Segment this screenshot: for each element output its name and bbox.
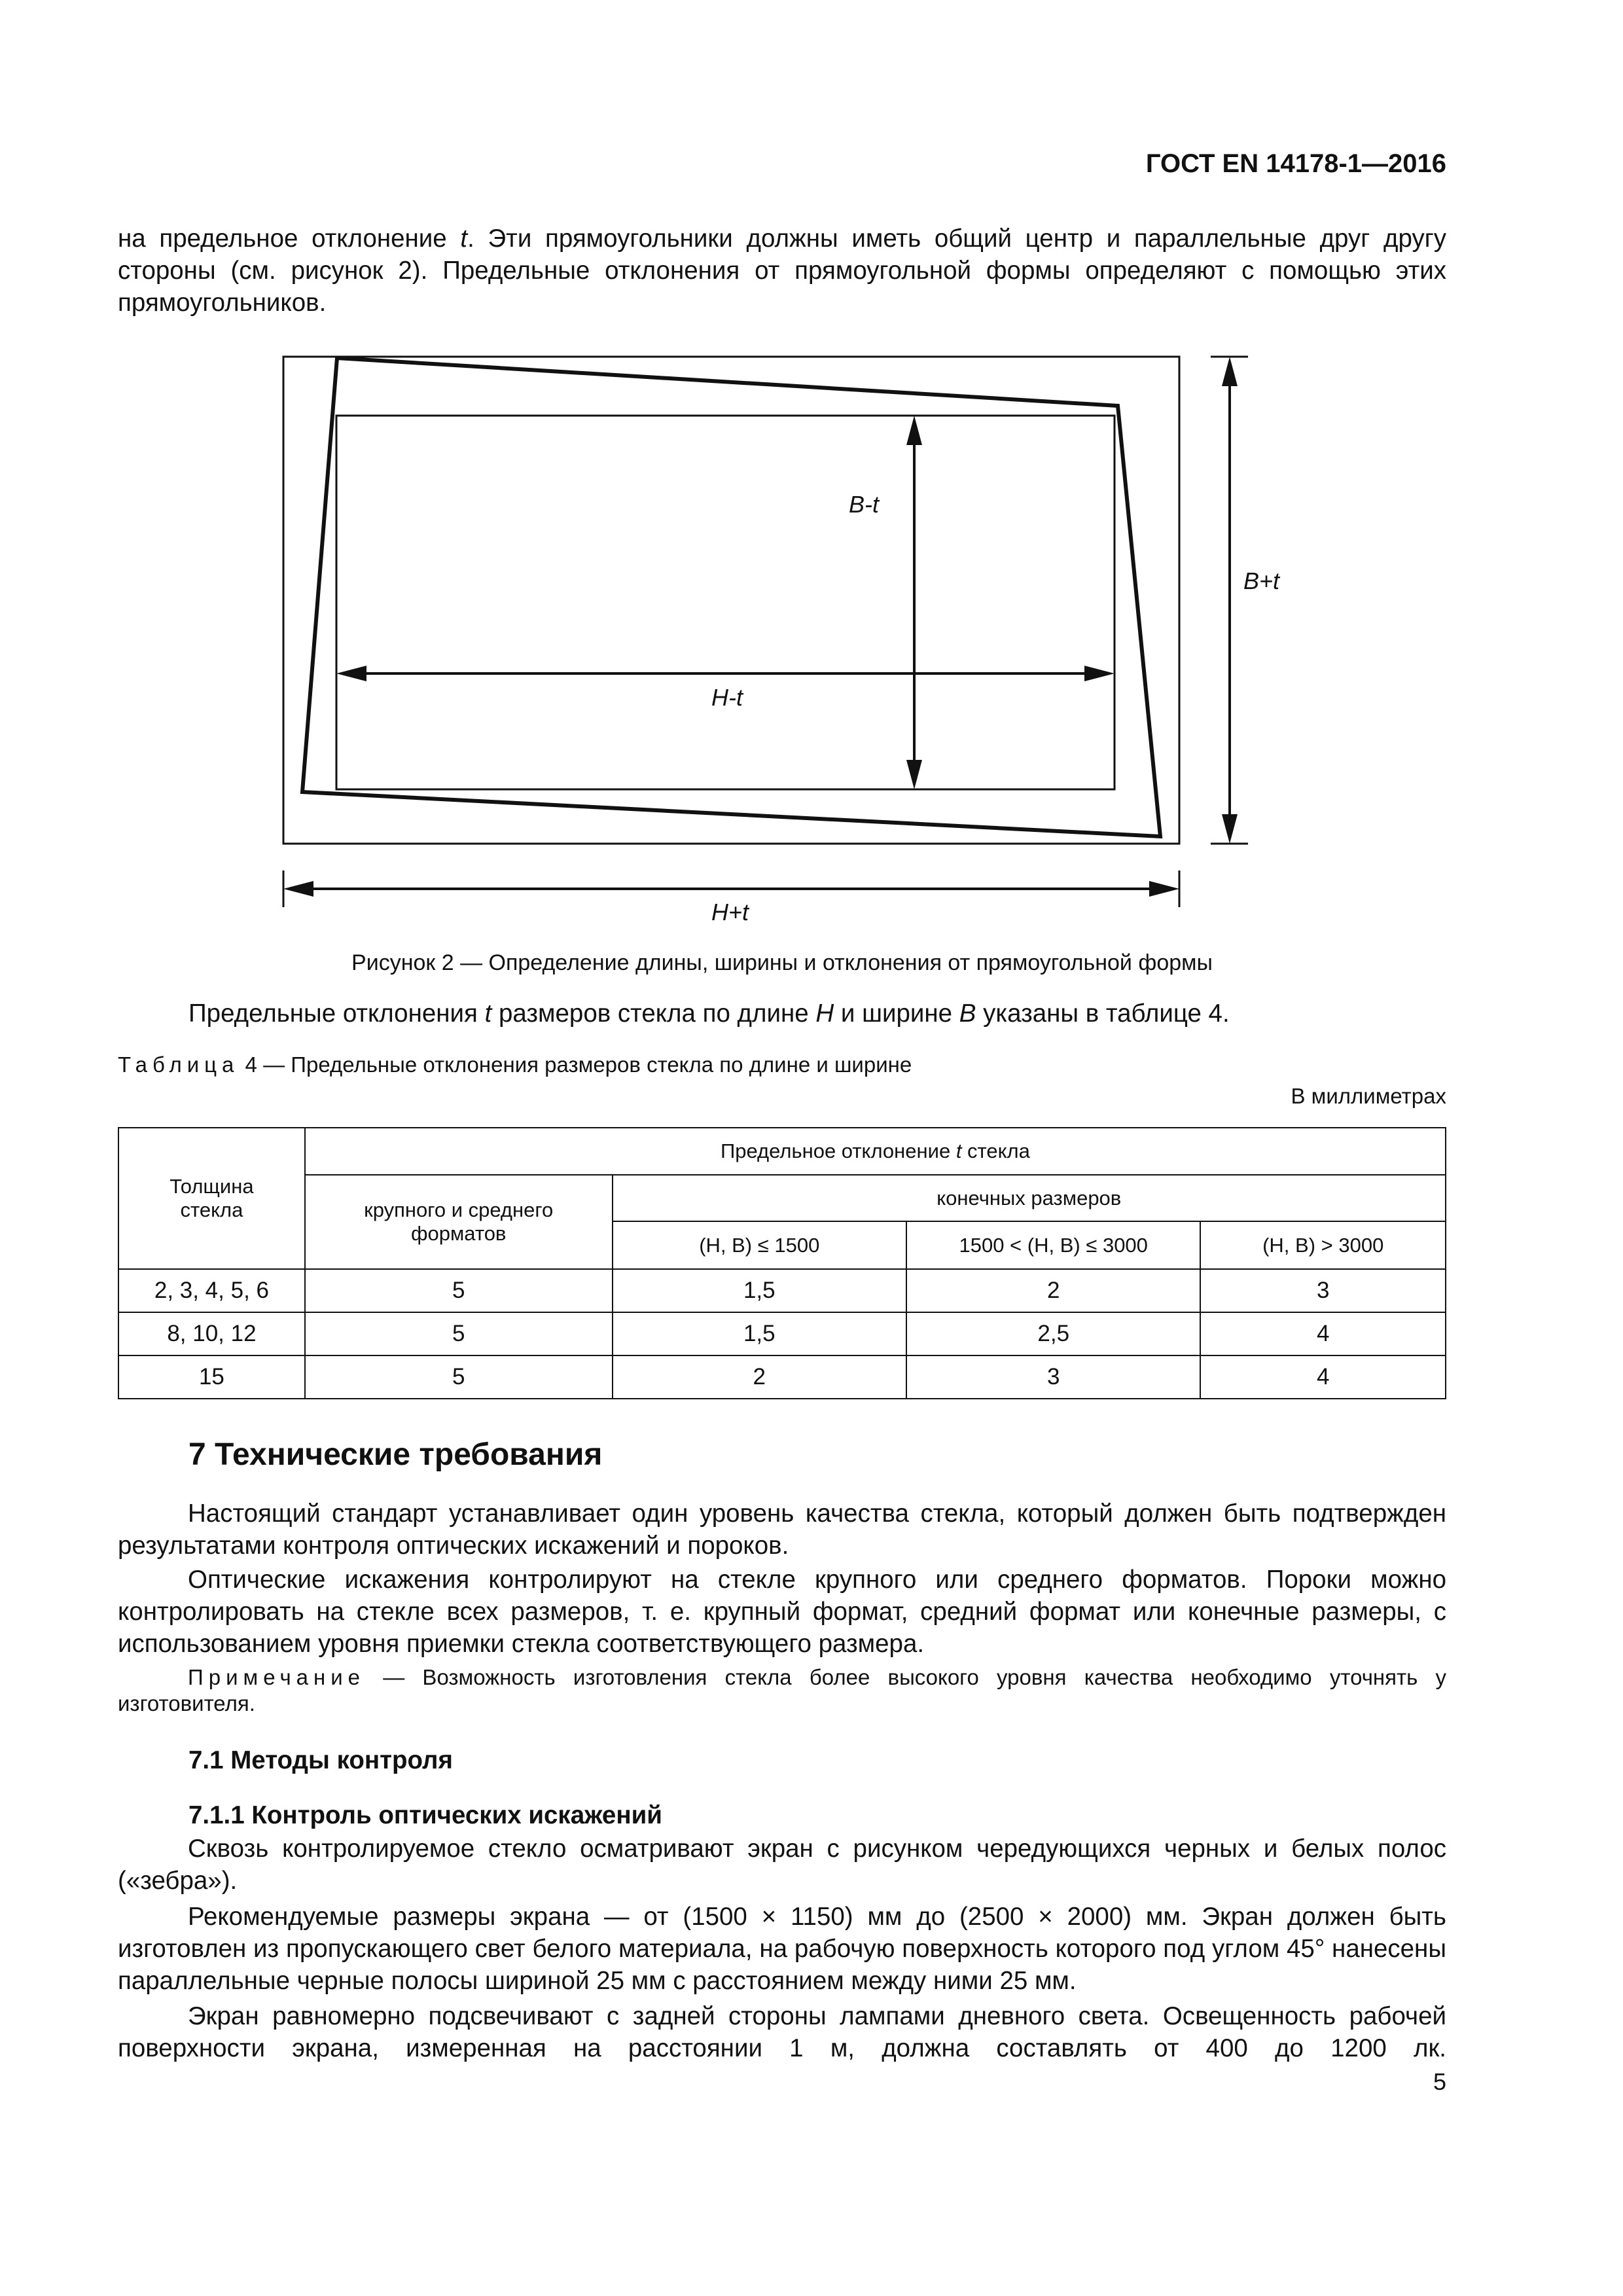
figure-2-diagram xyxy=(0,0,1623,942)
section-7-paragraph-1: Настоящий стандарт устанавливает один уровень качества стекла, который должен быть подтвержден результатами контроля оптических искажений и пороков. xyxy=(118,1499,1446,1560)
b-minus-t-arrow-bottom xyxy=(906,760,922,789)
intro-paragraph: на предельное отклонение t. Эти прямоугольники должны иметь общий центр и параллельные друг другу стороны (см. рисунок 2). Предельные отклонения от прямоугольной формы определяют с помощью этих прямоугольников. xyxy=(118,224,1447,317)
table-row: 2, 3, 4, 5, 6 5 1,5 2 3 xyxy=(118,1269,1446,1312)
b-plus-t-arrow-top xyxy=(1222,357,1238,386)
header-limit-deviation: Предельное отклонение t стекла xyxy=(305,1128,1446,1175)
header-final-sizes: конечных размеров xyxy=(613,1175,1446,1221)
header-size-1500-3000: 1500 < (H, B) ≤ 3000 xyxy=(906,1221,1200,1269)
table-row: 8, 10, 12 5 1,5 2,5 4 xyxy=(118,1312,1446,1355)
header-size-gt-3000: (H, B) > 3000 xyxy=(1200,1221,1446,1269)
h-plus-t-arrow-left xyxy=(283,881,313,897)
header-large-medium-formats: крупного и среднего форматов xyxy=(305,1175,613,1269)
section-7-1-1-paragraph-2: Рекомендуемые размеры экрана — от (1500 × 1150) мм до (2500 × 2000) мм. Экран должен быть изготовлен из пропускающего свет белого материала, на рабочую поверхность которого под углом 45° нанесены параллельные черные полосы шириной 25 мм с расстоянием между ними 25 мм. xyxy=(118,1903,1446,1995)
section-7-1-1-heading: 7.1.1 Контроль оптических искажений xyxy=(188,1801,662,1829)
table-row: 15 5 2 3 4 xyxy=(118,1355,1446,1399)
h-plus-t-arrow-right xyxy=(1149,881,1179,897)
section-7-1-heading: 7.1 Методы контроля xyxy=(188,1746,453,1774)
label-h-plus-t: H+t xyxy=(711,899,749,925)
section-7-1-1-paragraph-1: Сквозь контролируемое стекло осматривают экран с рисунком чередующихся черных и белых полос («зебра»). xyxy=(118,1835,1446,1895)
outer-rectangle xyxy=(283,357,1179,844)
inner-rectangle xyxy=(336,416,1115,789)
glass-pane-outline xyxy=(302,358,1160,836)
label-b-minus-t: B-t xyxy=(849,491,880,518)
section-7-note: Примечание — Возможность изготовления стекла более высокого уровня качества необходимо уточнять у изготовителя. xyxy=(118,1665,1446,1715)
h-minus-t-arrow-left xyxy=(336,666,366,681)
section-7-heading: 7 Технические требования xyxy=(188,1437,603,1472)
table-4 xyxy=(118,1127,1446,1399)
h-minus-t-arrow-right xyxy=(1084,666,1115,681)
document-code: ГОСТ EN 14178-1—2016 xyxy=(1145,149,1446,178)
header-size-le-1500: (H, B) ≤ 1500 xyxy=(613,1221,906,1269)
section-7-1-1-paragraph-3: Экран равномерно подсвечивают с задней стороны лампами дневного света. Освещенность рабочей поверхности экрана, измеренная на расстоянии 1 м, должна составлять от 400 до 1200 лк. xyxy=(118,2002,1446,2062)
label-h-minus-t: H-t xyxy=(711,684,743,711)
b-minus-t-arrow-top xyxy=(906,416,922,445)
table-title: Таблица 4 — Предельные отклонения размеров стекла по длине и ширине xyxy=(118,1052,912,1077)
figure-caption: Рисунок 2 — Определение длины, ширины и отклонения от прямоугольной формы xyxy=(351,950,1213,975)
table-reference-paragraph: Предельные отклонения t размеров стекла по длине H и ширине B указаны в таблице 4. xyxy=(188,999,1230,1028)
section-7-paragraph-2: Оптические искажения контролируют на стекле крупного или среднего форматов. Пороки можно контролировать на стекле всех размеров, т. е. крупный формат, средний формат или конечные размеры, с использованием уровня приемки стекла соответствующего размера. xyxy=(118,1566,1446,1658)
label-b-plus-t: B+t xyxy=(1243,567,1280,594)
table-units: В миллиметрах xyxy=(1291,1084,1446,1108)
b-plus-t-arrow-bottom xyxy=(1222,814,1238,844)
header-thickness: Толщина стекла xyxy=(118,1128,305,1269)
page-number: 5 xyxy=(1433,2068,1446,2095)
